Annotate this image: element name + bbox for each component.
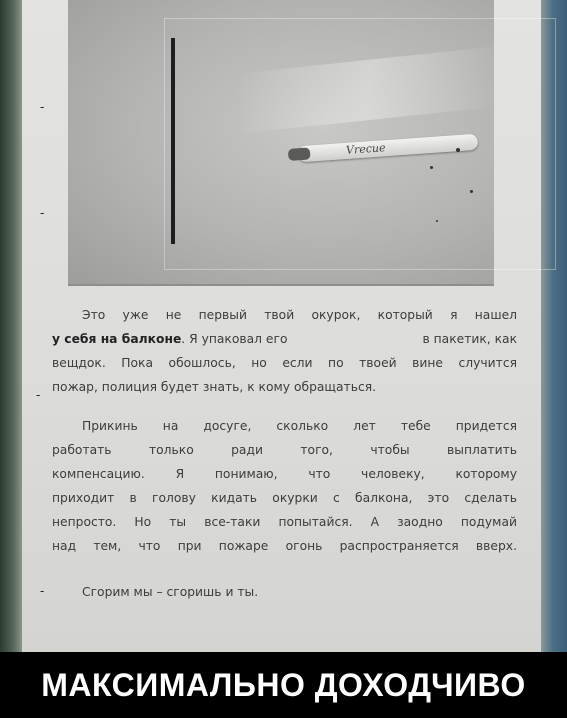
caption-bar [0,652,567,718]
margin-mark: - [36,388,41,402]
text-line: Это уже не первый твой окурок, который я нашел [82,308,517,322]
evidence-photo [68,0,494,286]
text-line: над тем, что при пожаре огонь распространяется вверх. [52,539,517,553]
text-line: вещдок. Пока обошлось, но если по твоей вине случится [52,356,517,370]
text-line: работать только ради того, чтобы выплатить [52,443,517,457]
text-line: непросто. Но ты все-таки попытайся. А заодно подумай [52,515,517,529]
text-line: Сгорим мы – сгоришь и ты. [82,585,259,599]
margin-mark: - [40,206,45,220]
paragraph-2 [52,414,517,558]
text-line: компенсацию. Я понимаю, что человеку, которому [52,467,517,481]
margin-mark: - [40,584,45,598]
text-line: приходит в голову кидать окурки с балкона, это сделать [52,491,517,505]
ash-speck [430,166,433,169]
text-line: пожар, полиция будет знать, к кому обращаться. [52,380,377,394]
ash-speck [456,148,460,152]
paragraph-3 [52,580,517,604]
text-fragment: в пакетик, как [422,332,517,346]
caption-text: МАКСИМАЛЬНО ДОХОДЧИВО [41,666,526,703]
bold-phrase: у себя на балконе [52,332,182,346]
margin-mark: - [40,100,45,114]
text-line [52,327,517,351]
text-fragment: . Я упаковал его [181,332,288,346]
paragraph-1 [52,303,517,399]
ash-speck [436,220,438,222]
bag-seal-line [171,38,175,244]
text-line: Прикинь на досуге, сколько лет тебе придется [82,419,517,433]
door-frame-left [0,0,22,652]
cigarette-tip [288,147,311,161]
cigarette-label: Vrecue [345,141,386,157]
ash-speck [470,190,473,193]
